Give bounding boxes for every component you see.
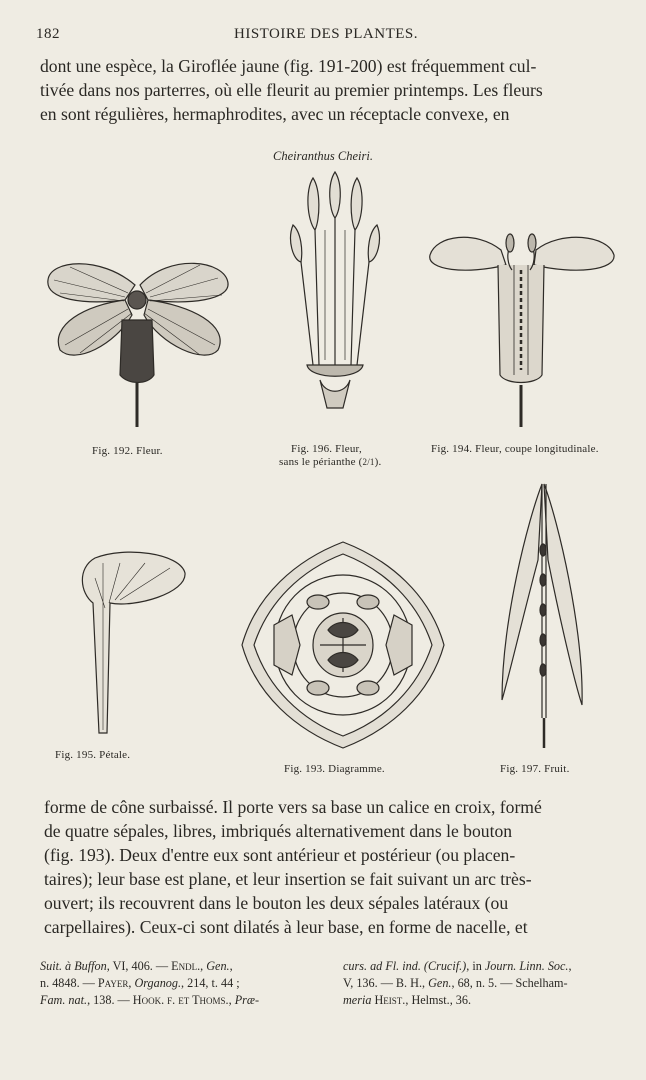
page-number: 182 bbox=[36, 26, 60, 42]
caption-fig195: Fig. 195. Pétale. bbox=[55, 749, 131, 761]
text-line: dont une espèce, la Giroflée jaune (fig. 191-200) est fréquemment cul- bbox=[40, 56, 537, 76]
caption-fig196-close: ). bbox=[374, 456, 382, 468]
text-line: en sont régulières, hermaphrodites, avec un réceptacle convexe, en bbox=[40, 104, 510, 124]
caption-fig196-line1: Fig. 196. Fleur, bbox=[291, 443, 362, 455]
text-line: taires); leur base est plane, et leur insertion se fait suivant un arc très- bbox=[44, 869, 532, 889]
caption-fig197: Fig. 197. Fruit. bbox=[500, 763, 570, 775]
caption-fig193: Fig. 193. Diagramme. bbox=[284, 763, 385, 775]
footnote-line: V, 136. — B. H., Gen., 68, n. 5. — Schelham- bbox=[343, 976, 568, 990]
footnote-line: meria Heist., Helmst., 36. bbox=[343, 993, 472, 1007]
footnotes-right bbox=[343, 958, 623, 1009]
running-head bbox=[36, 26, 616, 46]
stamens-pistil-icon bbox=[285, 170, 385, 410]
footnote-line: Fam. nat., 138. — Hook. f. et Thoms., Præ- bbox=[40, 993, 260, 1007]
running-title: HISTOIRE DES PLANTES. bbox=[234, 26, 418, 42]
intro-paragraph bbox=[40, 54, 616, 126]
text-line: (fig. 193). Deux d'entre eux sont antérieur et postérieur (ou placen- bbox=[44, 845, 516, 865]
plate-title: Cheiranthus Cheiri. bbox=[272, 149, 373, 163]
caption-fig196-line2 bbox=[279, 456, 381, 468]
fruit-silique-icon bbox=[498, 480, 588, 750]
footnote-line: Suit. à Buffon, VI, 406. — Endl., Gen., bbox=[40, 959, 233, 973]
text-line: de quatre sépales, libres, imbriqués alternativement dans le bouton bbox=[44, 821, 513, 841]
caption-fig194: Fig. 194. Fleur, coupe longitudinale. bbox=[431, 443, 599, 455]
text-line: tivée dans nos parterres, où elle fleurit au premier printemps. Les fleurs bbox=[40, 80, 543, 100]
body-paragraph bbox=[44, 795, 620, 939]
footnote-line: n. 4848. — Payer, Organog., 214, t. 44 ; bbox=[40, 976, 240, 990]
flower-section-icon bbox=[426, 225, 616, 430]
text-line: ouvert; ils recouvrent dans le bouton les deux sépales latéraux (ou bbox=[44, 893, 509, 913]
text-line: carpellaires). Ceux-ci sont dilatés à leur base, en forme de nacelle, et bbox=[44, 917, 528, 937]
flower-icon bbox=[40, 245, 235, 430]
text-line: forme de cône surbaissé. Il porte vers sa base un calice en croix, formé bbox=[44, 797, 542, 817]
scale-fraction: 2/1 bbox=[362, 457, 375, 467]
floral-diagram-icon bbox=[240, 540, 446, 750]
caption-fig192: Fig. 192. Fleur. bbox=[92, 445, 163, 457]
footnotes-left bbox=[40, 958, 325, 1009]
petal-icon bbox=[75, 548, 190, 738]
caption-fig196-text: sans le périanthe ( bbox=[279, 456, 363, 468]
footnote-line: curs. ad Fl. ind. (Crucif.), in Journ. Linn. Soc., bbox=[343, 959, 572, 973]
